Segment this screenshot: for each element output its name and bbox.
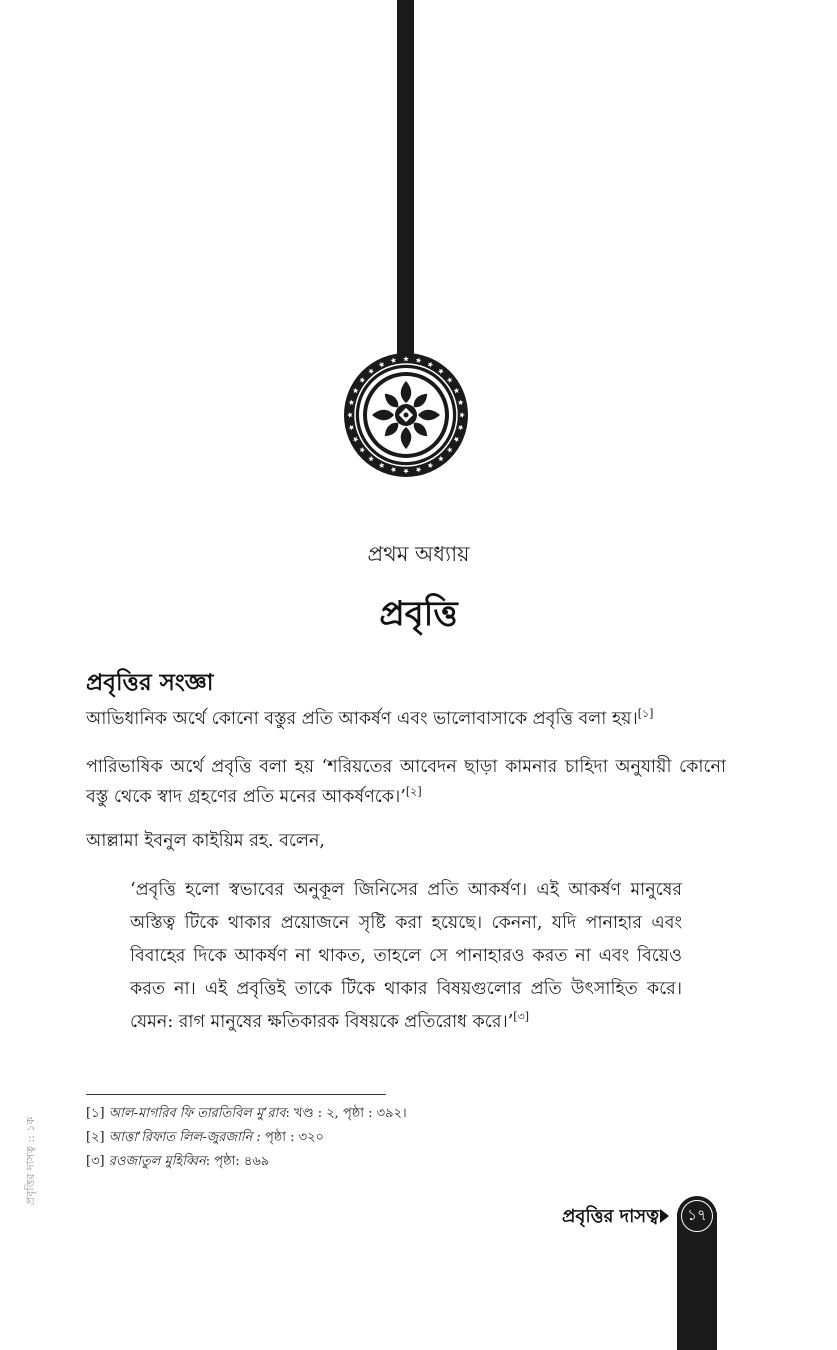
side-running-label: প্রবৃত্তির দাসত্ব :: ১ক bbox=[24, 1116, 37, 1205]
play-arrow-icon bbox=[660, 1209, 669, 1223]
footnote-item bbox=[86, 1126, 407, 1150]
block-quote bbox=[130, 874, 682, 1039]
footnote-source: আত্তা’রিফাত লিল-জুরজানি : bbox=[108, 1130, 261, 1145]
footnote-number: [১] bbox=[86, 1106, 105, 1121]
chapter-title: প্রবৃত্তি bbox=[379, 594, 458, 634]
top-ornament-bar bbox=[397, 0, 414, 356]
page-number: ১৭ bbox=[687, 1205, 707, 1224]
footnote-item bbox=[86, 1150, 407, 1174]
footnote-number: [৩] bbox=[86, 1154, 105, 1169]
footnote-source: রওজাতুল মুহিব্বিন bbox=[108, 1154, 206, 1169]
footnote-item bbox=[86, 1102, 407, 1126]
footnote-detail: পৃষ্ঠা : ৩২০ bbox=[260, 1130, 325, 1145]
quote-intro-paragraph: আল্লামা ইবনুল কাইয়িম রহ. বলেন, bbox=[86, 831, 325, 851]
footnote-ref-3[interactable]: [৩] bbox=[513, 1010, 530, 1024]
section-heading: প্রবৃত্তির সংজ্ঞা bbox=[86, 669, 214, 696]
footnotes bbox=[86, 1102, 407, 1174]
definition-paragraph-technical bbox=[86, 752, 726, 812]
footer-book-title: প্রবৃত্তির দাসত্ব bbox=[561, 1206, 659, 1227]
footnote-detail: : খণ্ড : ২, পৃষ্ঠা : ৩৯২। bbox=[285, 1106, 407, 1121]
footnote-ref-2[interactable]: [২] bbox=[405, 785, 422, 799]
footnote-number: [২] bbox=[86, 1130, 105, 1145]
footnote-source: আল-মাগরিব ফি তারতিবিল মু’রাব bbox=[108, 1106, 286, 1121]
chapter-label: প্রথম অধ্যায় bbox=[367, 542, 470, 566]
footnote-detail: : পৃষ্ঠা: ৪৬৯ bbox=[205, 1154, 270, 1169]
quote-text: ‘প্রবৃত্তি হলো স্বভাবের অনুকূল জিনিসের প্রতি আকর্ষণ। এই আকর্ষণ মানুষের অস্তিত্ব টিকে থাকার প্রয়োজনে সৃষ্টি করা হয়েছে। কেননা, যদি পানাহার এবং বিবাহের দিকে আকর্ষণ না থাকত, তাহলে সে পানাহারও করত না এবং বিয়েও করত না। এই প্রবৃত্তিই তাকে টিকে থাকার বিষয়গুলোর প্রতি উৎসাহিত করে। যেমন: রাগ মানুষের ক্ষতিকারক বিষয়কে প্রতিরোধ করে।’ bbox=[130, 880, 682, 1032]
paragraph-text: আভিধানিক অর্থে কোনো বস্তুর প্রতি আকর্ষণ এবং ভালোবাসাকে প্রবৃত্তি বলা হয়। bbox=[86, 709, 638, 729]
footnote-ref-1[interactable]: [১] bbox=[637, 707, 654, 721]
definition-paragraph-lexical bbox=[86, 704, 726, 734]
chapter-emblem-icon bbox=[343, 352, 469, 478]
footnote-divider bbox=[86, 1094, 386, 1095]
paragraph-text: পারিভাষিক অর্থে প্রবৃত্তি বলা হয় ‘শরিয়তের আবেদন ছাড়া কামনার চাহিদা অনুযায়ী কোনো বস্তু থেকে স্বাদ গ্রহণের প্রতি মনের আকর্ষণকে।’ bbox=[86, 757, 726, 807]
